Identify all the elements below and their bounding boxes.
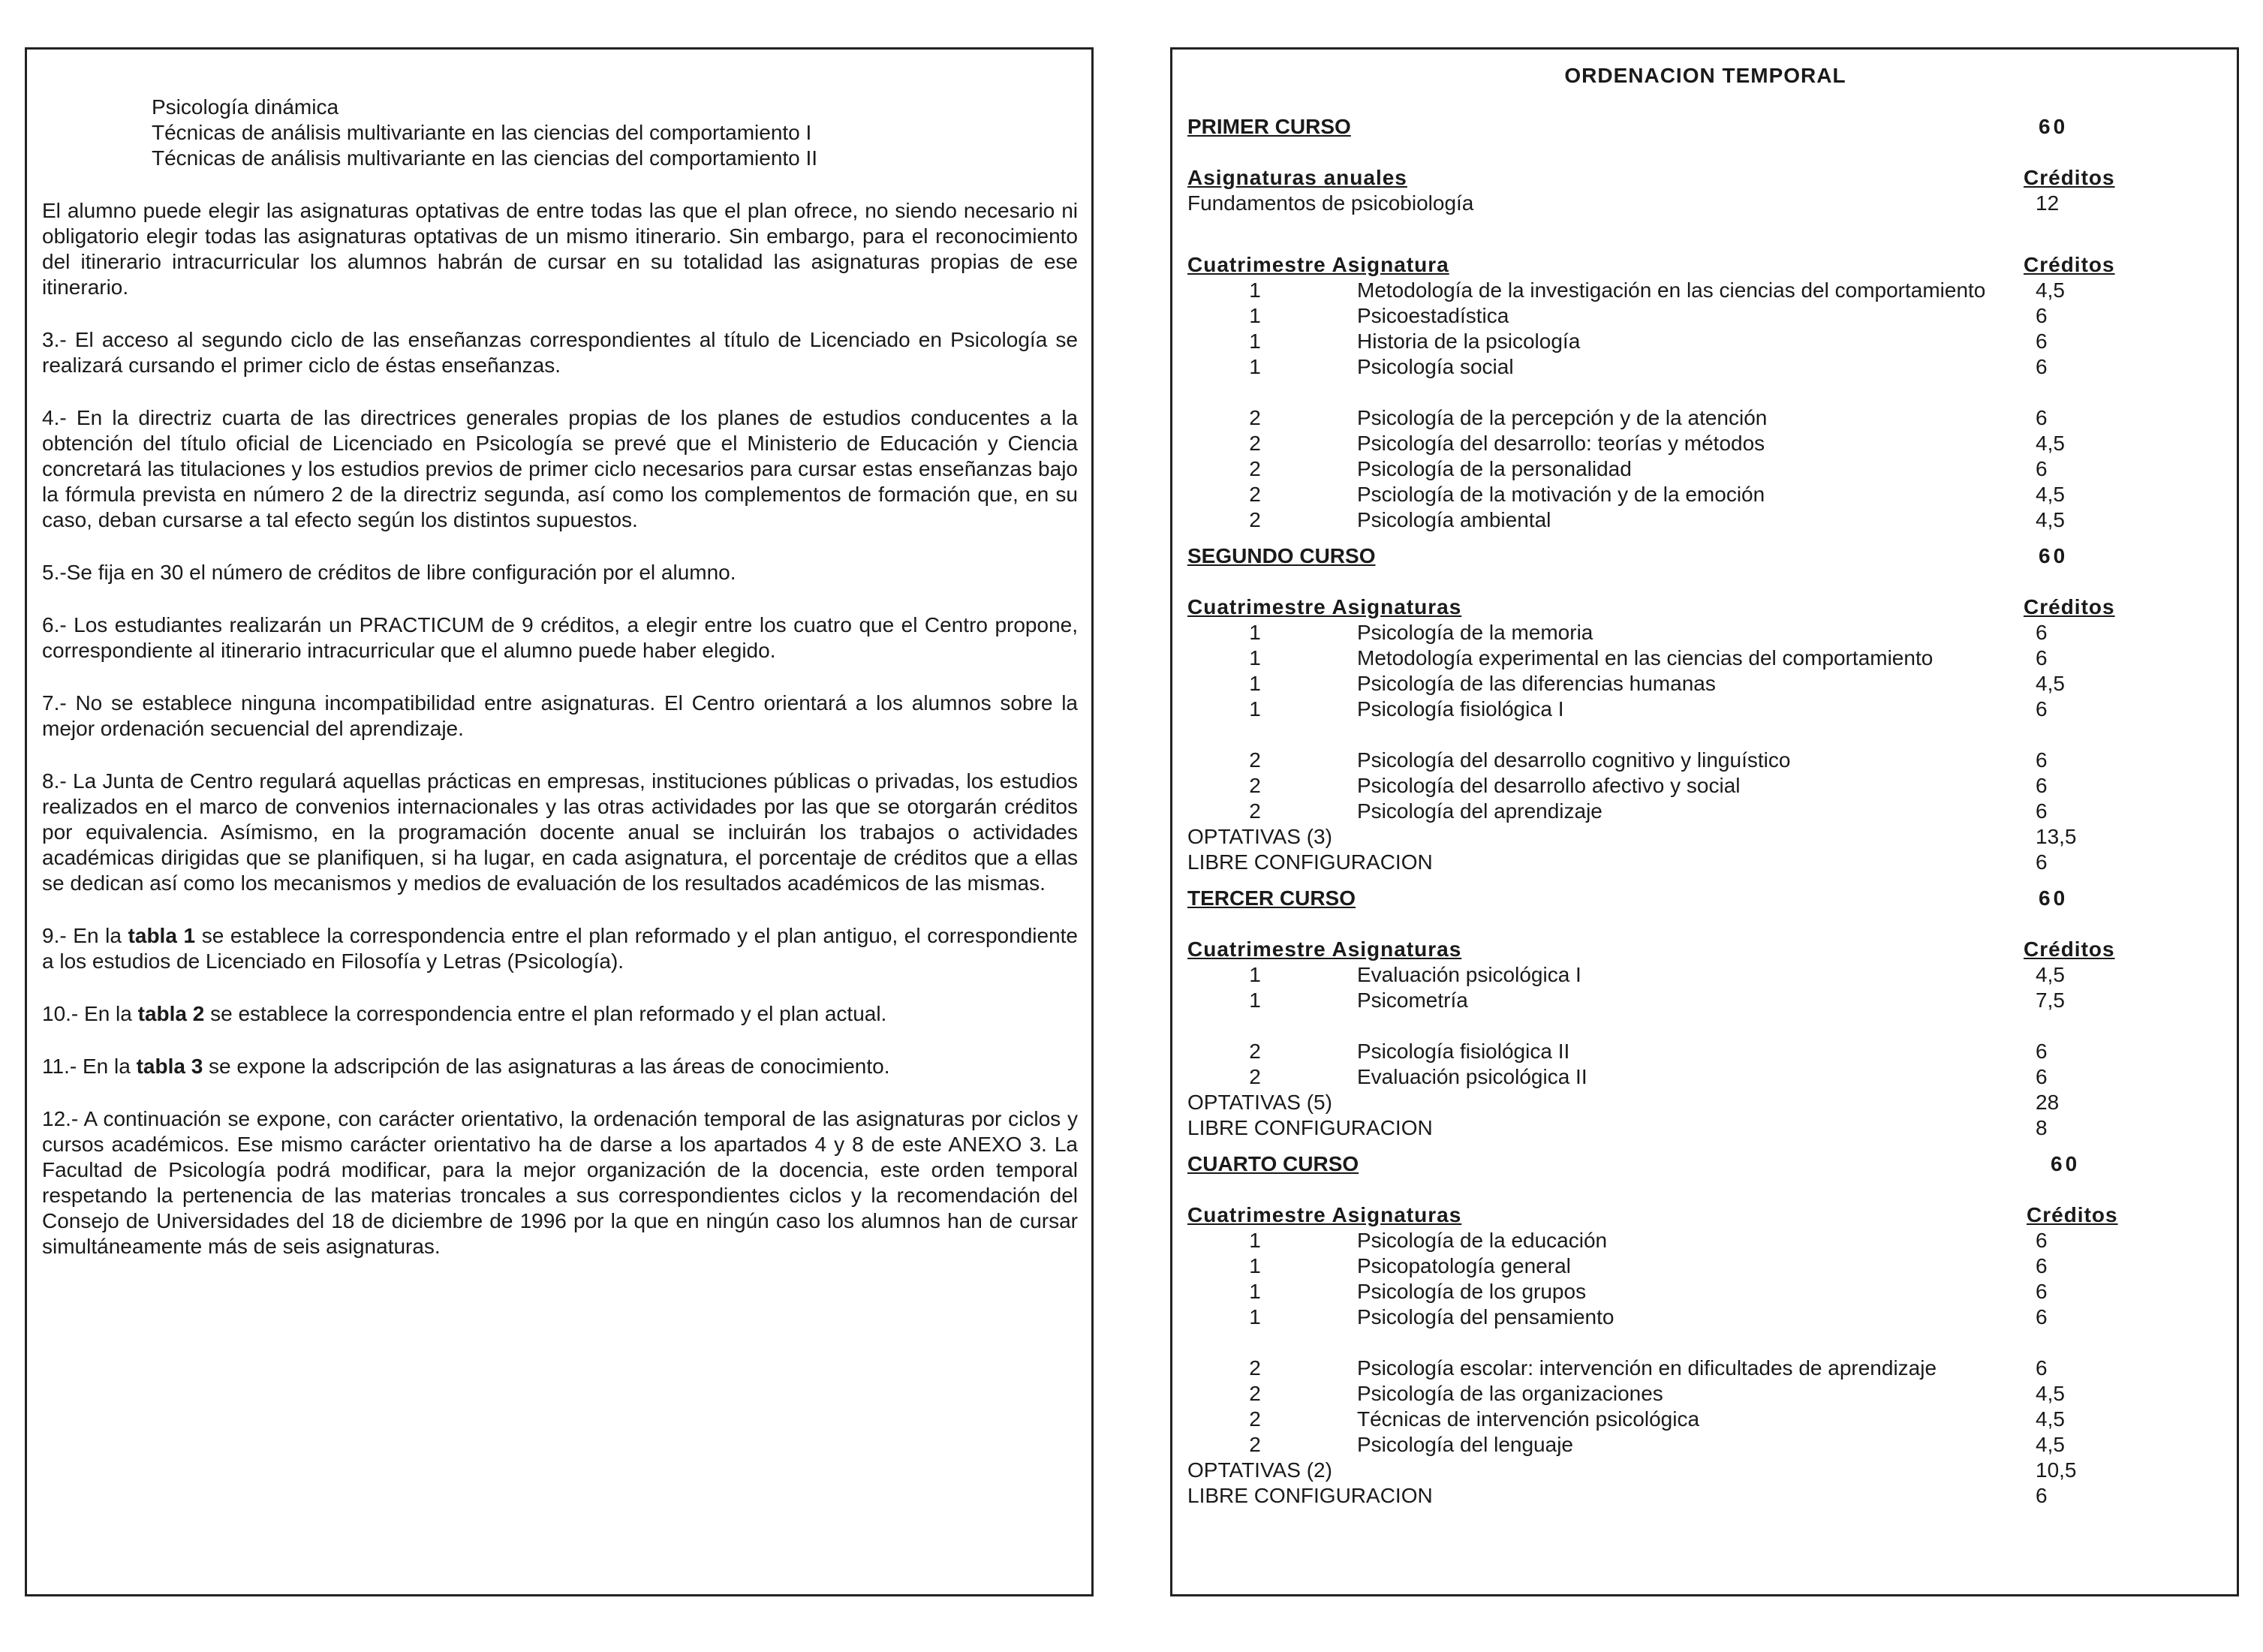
cuatrimestre-number: 1 (1249, 963, 1261, 986)
course-heading-tercer: TERCER CURSO 60 (1187, 886, 2069, 910)
subject-name: Psicología del aprendizaje (1357, 799, 1602, 823)
cuatrimestre-number: 2 (1249, 1065, 1261, 1088)
credits-value: 6 (2036, 1254, 2048, 1277)
table-row (1187, 671, 2223, 697)
subject-name: Psicología ambiental (1357, 508, 1551, 531)
credits-value: 4,5 (2036, 963, 2065, 986)
paragraph-10: 10.- En la tabla 2 se establece la correspondencia entre el plan reformado y el plan actual. (42, 1002, 887, 1025)
credits-value: 6 (2036, 1280, 2048, 1303)
paragraph-3: 3.- El acceso al segundo ciclo de las enseñanzas correspondientes al título de Licenciado en Psicología se realizará cursando el primer ciclo de éstas enseñanzas. (42, 328, 1078, 377)
cuatrimestre-number: 2 (1249, 774, 1261, 797)
table-row (1187, 1039, 2223, 1064)
table-row (1187, 799, 2223, 824)
subject-name: Psicología de las organizaciones (1357, 1382, 1663, 1405)
subject-name: Psicología escolar: intervención en dificultades de aprendizaje (1357, 1356, 1937, 1380)
paragraph-4: 4.- En la directriz cuarta de las directrices generales propias de los planes de estudios conducentes a la obtención del título oficial de Licenciado en Psicología se prevé que el Ministerio de Educación y Ciencia concretará las titulaciones y los estudios previos de primer ciclo necesarios para cursar estas enseñanzas bajo la fórmula prevista en número 2 de la directriz segunda, así como los complementos de formación que, en su caso, deban cursarse a tal efecto según los distintos supuestos. (42, 406, 1078, 531)
subject-name: Evaluación psicológica II (1357, 1065, 1587, 1088)
subject-name: Psicología fisiológica I (1357, 697, 1564, 721)
credits-value: 6 (2036, 1229, 2048, 1252)
anuales-header: Asignaturas anuales Créditos (1187, 166, 2115, 189)
list-item: Técnicas de análisis multivariante en las ciencias del comportamiento II (152, 146, 818, 170)
table-row (1187, 748, 2223, 773)
subject-name: Psicología del desarrollo cognitivo y linguístico (1357, 748, 1791, 772)
paragraph-11: 11.- En la tabla 3 se expone la adscripción de las asignaturas a las áreas de conocimiento. (42, 1055, 890, 1078)
credits-value: 6 (2036, 1356, 2048, 1380)
subject-name: Evaluación psicológica I (1357, 963, 1581, 986)
subject-name: Metodología experimental en las ciencias del comportamiento (1357, 646, 1933, 670)
paragraph-12: 12.- A continuación se expone, con carácter orientativo, la ordenación temporal de las asignaturas por ciclos y cursos académicos. Ese mismo carácter orientativo ha de darse a los apartados 4 y 8 de este ANEXO 3. La Facultad de Psicología podrá modificar, para la mejor organización de la docencia, este orden temporal respetando la pertenencia de las materias troncales a sus correspondientes ciclos y la recomendación del Consejo de Universidades del 18 de diciembre de 1996 por la que en ningún caso los alumnos han de cursar simultáneamente más de seis asignaturas. (42, 1107, 1078, 1258)
subject-name: Psicología del desarrollo: teorías y métodos (1357, 432, 1765, 455)
subject-name: Psicometría (1357, 988, 1468, 1012)
table-row (1187, 1228, 2223, 1253)
cuatrimestre-number: 1 (1249, 304, 1261, 327)
subject-name: Psicología de la memoria (1357, 621, 1593, 644)
paragraph-optativas: El alumno puede elegir las asignaturas optativas de entre todas las que el plan ofrece, no siendo necesario ni obligatorio elegir todas las asignaturas optativas de un mismo itinerario. Sin embargo, para el reconocimiento del itinerario intracurricular los alumnos habrán de cursar en su totalidad las asignaturas propias de ese itinerario. (42, 199, 1078, 299)
cuatrimestre-header: Cuatrimestre Asignaturas Créditos (1187, 1203, 2118, 1226)
credits-value: 4,5 (2036, 672, 2065, 695)
subject-name: Técnicas de intervención psicológica (1357, 1407, 1700, 1431)
optativas-row: OPTATIVAS (5) 28 (1187, 1091, 2060, 1114)
paragraph-7: 7.- No se establece ninguna incompatibilidad entre asignaturas. El Centro orientará a los alumnos sobre la mejor ordenación secuencial del aprendizaje. (42, 691, 1078, 740)
libre-configuracion-row: LIBRE CONFIGURACION 6 (1187, 1484, 2048, 1507)
table-row (1187, 354, 2223, 380)
subject-name: Metodología de la investigación en las ciencias del comportamiento (1357, 278, 1986, 302)
table-row (1187, 278, 2223, 303)
credits-value: 4,5 (2036, 1407, 2065, 1431)
cuatrimestre-number: 2 (1249, 432, 1261, 455)
table-row (1187, 456, 2223, 482)
course-heading-segundo: SEGUNDO CURSO 60 (1187, 544, 2069, 567)
cuatrimestre-number: 2 (1249, 483, 1261, 506)
subject-name: Psicología del desarrollo afectivo y social (1357, 774, 1741, 797)
table-1-ref: tabla 1 (128, 924, 196, 947)
table-row (1187, 645, 2223, 671)
table-row (1187, 620, 2223, 645)
subject-name: Psicología social (1357, 355, 1514, 378)
credits-value: 4,5 (2036, 278, 2065, 302)
cuatrimestre-number: 2 (1249, 1433, 1261, 1456)
credits-value: 6 (2036, 329, 2048, 353)
subject-name: Psicología de la percepción y de la atención (1357, 406, 1768, 429)
table-row (1187, 1253, 2223, 1279)
subject-name: Psicoestadística (1357, 304, 1509, 327)
table-row (1187, 1432, 2223, 1458)
cuatrimestre-number: 1 (1249, 621, 1261, 644)
left-page-panel (25, 47, 1094, 1596)
subject-name: Psicología de la personalidad (1357, 457, 1632, 480)
subject-name: Psicología fisiológica II (1357, 1040, 1570, 1063)
paragraph-5: 5.-Se fija en 30 el número de créditos de libre configuración por el alumno. (42, 561, 736, 584)
table-row (1187, 507, 2223, 533)
ordenacion-temporal (1187, 63, 2223, 1509)
credits-value: 6 (2036, 646, 2048, 670)
left-page-text (42, 95, 1078, 1286)
credits-value: 6 (2036, 1305, 2048, 1329)
table-row (1187, 303, 2223, 329)
credits-value: 4,5 (2036, 432, 2065, 455)
table-row (1187, 482, 2223, 507)
cuatrimestre-header: Cuatrimestre Asignatura Créditos (1187, 253, 2115, 276)
optativas-row: OPTATIVAS (2) 10,5 (1187, 1458, 2077, 1482)
cuatrimestre-number: 1 (1249, 1229, 1261, 1252)
cuatrimestre-number: 1 (1249, 329, 1261, 353)
paragraph-6: 6.- Los estudiantes realizarán un PRACTICUM de 9 créditos, a elegir entre los cuatro que el Centro propone, correspondiente al itinerario intracurricular que el alumno puede haber elegido. (42, 613, 1078, 662)
cuatrimestre-number: 2 (1249, 1382, 1261, 1405)
table-row (1187, 405, 2223, 431)
credits-value: 4,5 (2036, 1382, 2065, 1405)
cuatrimestre-number: 1 (1249, 355, 1261, 378)
cuatrimestre-number: 2 (1249, 1040, 1261, 1063)
table-row (1187, 1279, 2223, 1304)
paragraph-8: 8.- La Junta de Centro regulará aquellas prácticas en empresas, instituciones públicas o privadas, los estudios realizados en el marco de convenios internacionales y las otras actividades por las que se otorgarán créditos por equivalencia. Asímismo, en la programación docente anual se incluirán los trabajos o actividades académicas dirigidas que se planifiquen, si ha lugar, en cada asignatura, el porcentaje de créditos que a ellas se dedican así como los mecanismos y medios de evaluación de los resultados académicos de las mismas. (42, 769, 1078, 895)
table-row (1187, 1407, 2223, 1432)
cuatrimestre-number: 2 (1249, 406, 1261, 429)
cuatrimestre-number: 2 (1249, 748, 1261, 772)
cuatrimestre-number: 1 (1249, 1280, 1261, 1303)
table-row (1187, 1064, 2223, 1090)
table-row (1187, 773, 2223, 799)
cuatrimestre-number: 1 (1249, 697, 1261, 721)
paragraph-9: 9.- En la tabla 1 se establece la correspondencia entre el plan reformado y el plan antiguo, el correspondiente a los estudios de Licenciado en Filosofía y Letras (Psicología). (42, 924, 1078, 973)
list-item: Técnicas de análisis multivariante en las ciencias del comportamiento I (152, 121, 812, 144)
table-row (1187, 1356, 2223, 1381)
page-title: ORDENACION TEMPORAL (1564, 64, 1846, 87)
credits-value: 6 (2036, 774, 2048, 797)
cuatrimestre-number: 2 (1249, 799, 1261, 823)
credits-value: 4,5 (2036, 1433, 2065, 1456)
cuatrimestre-header: Cuatrimestre Asignaturas Créditos (1187, 937, 2115, 961)
cuatrimestre-number: 1 (1249, 1305, 1261, 1329)
credits-value: 6 (2036, 457, 2048, 480)
table-row (1187, 697, 2223, 722)
optativas-row: OPTATIVAS (3) 13,5 (1187, 825, 2077, 848)
table-row (1187, 1381, 2223, 1407)
cuatrimestre-number: 1 (1249, 646, 1261, 670)
credits-value: 4,5 (2036, 508, 2065, 531)
credits-value: 6 (2036, 748, 2048, 772)
table-row (1187, 1304, 2223, 1330)
table-row (1187, 329, 2223, 354)
subject-name: Psicología de las diferencias humanas (1357, 672, 1716, 695)
list-item: Psicología dinámica (152, 95, 339, 119)
table-row (1187, 431, 2223, 456)
libre-configuracion-row: LIBRE CONFIGURACION 6 (1187, 850, 2048, 874)
subject-name: Psciología de la motivación y de la emoción (1357, 483, 1765, 506)
table-row (1187, 962, 2223, 988)
cuatrimestre-number: 1 (1249, 672, 1261, 695)
subject-name: Psicología de los grupos (1357, 1280, 1587, 1303)
course-heading-cuarto: CUARTO CURSO 60 (1187, 1152, 2081, 1175)
cuatrimestre-number: 1 (1249, 1254, 1261, 1277)
credits-value: 6 (2036, 697, 2048, 721)
cuatrimestre-number: 2 (1249, 1407, 1261, 1431)
course-heading-primer: PRIMER CURSO 60 (1187, 115, 2069, 138)
subject-name: Psicología del lenguaje (1357, 1433, 1573, 1456)
cuatrimestre-number: 1 (1249, 278, 1261, 302)
credits-value: 7,5 (2036, 988, 2065, 1012)
credits-value: 6 (2036, 406, 2048, 429)
credits-value: 6 (2036, 1040, 2048, 1063)
credits-value: 6 (2036, 304, 2048, 327)
subject-name: Historia de la psicología (1357, 329, 1581, 353)
libre-configuracion-row: LIBRE CONFIGURACION 8 (1187, 1116, 2048, 1139)
subject-name: Psicopatología general (1357, 1254, 1571, 1277)
optional-subjects-list (42, 95, 1078, 171)
table-row (1187, 988, 2223, 1013)
cuatrimestre-number: 2 (1249, 457, 1261, 480)
subject-name: Psicología del pensamiento (1357, 1305, 1614, 1329)
table-3-ref: tabla 3 (136, 1055, 203, 1078)
cuatrimestre-number: 2 (1249, 1356, 1261, 1380)
credits-value: 6 (2036, 355, 2048, 378)
table-2-ref: tabla 2 (137, 1002, 205, 1025)
cuatrimestre-header: Cuatrimestre Asignaturas Créditos (1187, 595, 2115, 618)
subject-name: Psicología de la educación (1357, 1229, 1608, 1252)
right-page-panel (1170, 47, 2239, 1596)
credits-value: 6 (2036, 621, 2048, 644)
table-row: Fundamentos de psicobiología 12 (1187, 191, 2060, 215)
cuatrimestre-number: 2 (1249, 508, 1261, 531)
credits-value: 4,5 (2036, 483, 2065, 506)
credits-value: 6 (2036, 1065, 2048, 1088)
cuatrimestre-number: 1 (1249, 988, 1261, 1012)
credits-value: 6 (2036, 799, 2048, 823)
